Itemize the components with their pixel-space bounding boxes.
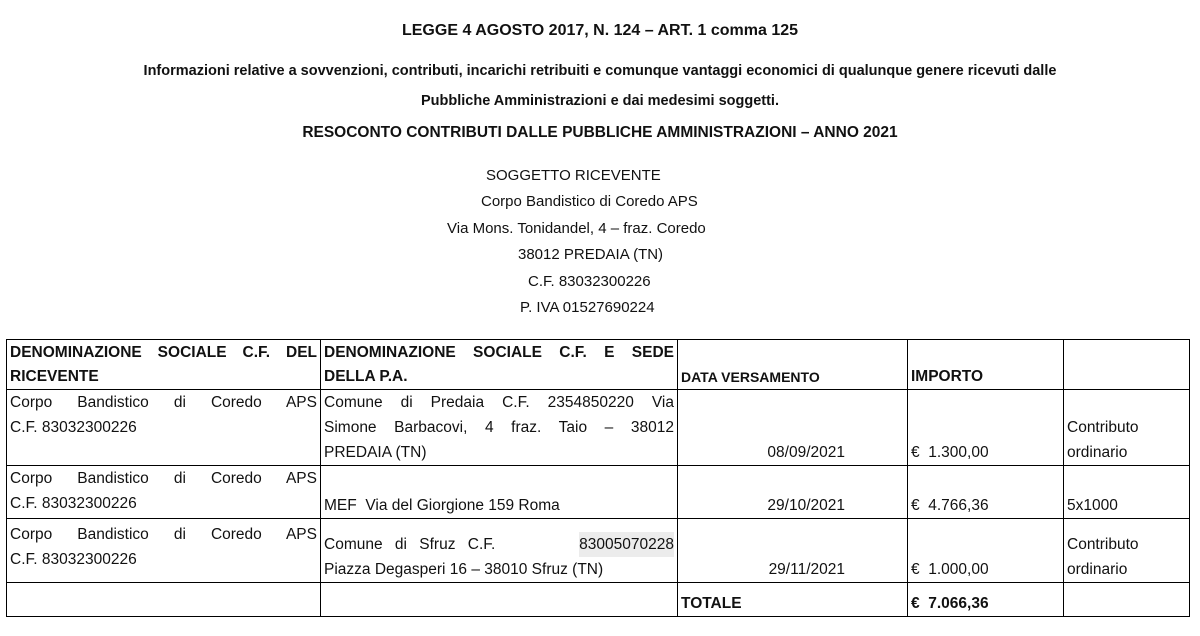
row-pa: Comune di Predaia C.F. 2354850220 Via Simone Barbacovi, 4 fraz. Taio – 38012 PREDAIA (TN) xyxy=(321,390,678,466)
law-reference: LEGGE 4 AGOSTO 2017, N. 124 – ART. 1 comma 125 xyxy=(401,22,799,39)
recipient-piva: P. IVA 01527690224 xyxy=(520,299,655,316)
recipient-name: Corpo Bandistico di Coredo APS xyxy=(481,193,698,210)
recipient-label: SOGGETTO RICEVENTE xyxy=(486,167,661,184)
row-note: Contributo ordinario xyxy=(1064,519,1190,583)
total-empty-1 xyxy=(7,583,321,617)
report-title: RESOCONTO CONTRIBUTI DALLE PUBBLICHE AMMINISTRAZIONI – ANNO 2021 xyxy=(302,124,898,141)
header-pa: DENOMINAZIONE SOCIALE C.F. E SEDE DELLA P.A. xyxy=(321,340,678,390)
header-notes xyxy=(1064,340,1190,390)
total-amount: € 7.066,36 xyxy=(908,583,1064,617)
row-pa: MEF Via del Giorgione 159 Roma xyxy=(321,466,678,519)
total-label: TOTALE xyxy=(678,583,908,617)
total-empty-3 xyxy=(1064,583,1190,617)
total-empty-2 xyxy=(321,583,678,617)
row-date: 08/09/2021 xyxy=(678,390,908,466)
row-date: 29/10/2021 xyxy=(678,466,908,519)
row-recipient: Corpo Bandistico di Coredo APS C.F. 83032300226 xyxy=(7,519,321,583)
row-amount: € 1.000,00 xyxy=(908,519,1064,583)
row-pa: Comune di Sfruz C.F. 83005070228 Piazza Degasperi 16 – 38010 Sfruz (TN) xyxy=(321,519,678,583)
row-date: 29/11/2021 xyxy=(678,519,908,583)
recipient-address: Via Mons. Tonidandel, 4 – fraz. Coredo xyxy=(447,220,706,237)
row-amount: € 1.300,00 xyxy=(908,390,1064,466)
table-header-row xyxy=(7,340,1190,390)
row-recipient: Corpo Bandistico di Coredo APS C.F. 83032300226 xyxy=(7,390,321,466)
row-amount: € 4.766,36 xyxy=(908,466,1064,519)
header-recipient: DENOMINAZIONE SOCIALE C.F. DEL RICEVENTE xyxy=(7,340,321,390)
row-note: Contributo ordinario xyxy=(1064,390,1190,466)
recipient-cf: C.F. 83032300226 xyxy=(528,273,651,290)
row-recipient: Corpo Bandistico di Coredo APS C.F. 83032300226 xyxy=(7,466,321,519)
header-amount: IMPORTO xyxy=(908,340,1064,390)
highlighted-code: 83005070228 xyxy=(579,532,674,557)
table-row xyxy=(7,519,1190,583)
contributions-table xyxy=(6,339,1190,617)
total-row xyxy=(7,583,1190,617)
table-row xyxy=(7,466,1190,519)
table-row xyxy=(7,390,1190,466)
row-note: 5x1000 xyxy=(1064,466,1190,519)
info-line-2: Pubbliche Amministrazioni e dai medesimi soggetti. xyxy=(420,93,779,109)
recipient-city: 38012 PREDAIA (TN) xyxy=(518,246,664,263)
info-line-1: Informazioni relative a sovvenzioni, contributi, incarichi retribuiti e comunque vantaggi economici di qualunque genere ricevuti dalle xyxy=(143,63,1057,79)
header-date: DATA VERSAMENTO xyxy=(678,340,908,390)
